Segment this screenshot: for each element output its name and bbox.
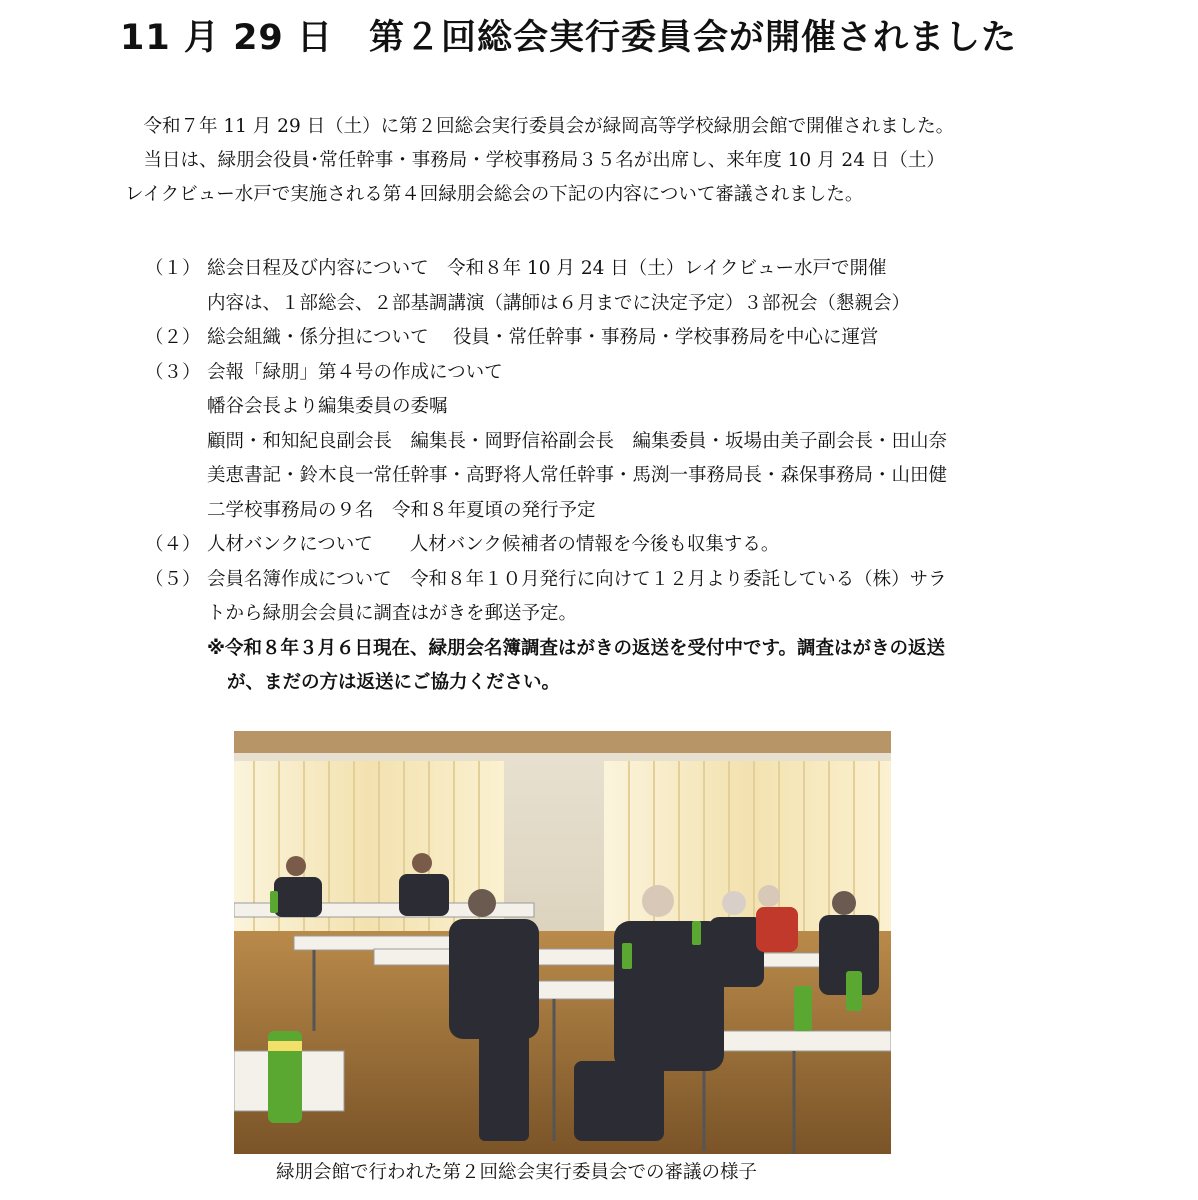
notice-text: が、まだの方は返送にご協力ください。 [227, 672, 561, 693]
page-title: 11 月 29 日 第２回総会実行委員会が開催されました [120, 18, 1017, 58]
photo-caption: 緑朋会館で行われた第２回総会実行委員会での審議の様子 [276, 1162, 758, 1183]
agenda-item [145, 563, 1105, 701]
agenda-item-number: （３） [145, 361, 201, 383]
agenda-list [145, 252, 1105, 701]
notice-text: ※令和８年３月６日現在、緑朋会名簿調査はがきの返送を受付中です。調査はがきの返送 [207, 637, 946, 659]
intro-line: 令和７年 11 月 29 日（土）に第２回総会実行委員会が緑岡高等学校緑朋会館で開催されました。 [125, 116, 955, 137]
agenda-item-text: 人材バンクについて 人材バンク候補者の情報を今後も収集する。 [207, 534, 780, 555]
agenda-item-text: 会員名簿作成について 令和８年１０月発行に向けて１２月より委託している（株）サラ [207, 568, 947, 590]
agenda-item-number: （４） [145, 534, 201, 555]
agenda-item-text: トから緑朋会会員に調査はがきを郵送予定。 [207, 603, 578, 624]
intro-paragraph [125, 110, 1095, 212]
agenda-item-text: 顧問・和知紀良副会長 編集長・岡野信裕副会長 編集委員・坂場由美子副会長・田山奈 [207, 430, 948, 452]
agenda-item-text: 会報「緑朋」第４号の作成について [207, 361, 503, 383]
meeting-photo [234, 731, 891, 1154]
agenda-item-text: 総会組織・係分担について 役員・常任幹事・事務局・学校事務局を中心に運営 [207, 327, 879, 348]
agenda-item-text: 美恵書記・鈴木良一常任幹事・高野将人常任幹事・馬渕一事務局長・森保事務局・山田健 [207, 465, 948, 486]
agenda-item [145, 356, 1105, 529]
agenda-item-text: 総会日程及び内容について 令和８年 10 月 24 日（土）レイクビュー水戸で開催 [207, 258, 887, 279]
intro-line: 当日は、緑朋会役員･常任幹事・事務局・学校事務局３５名が出席し、来年度 10 月 24 日（土） [125, 150, 945, 171]
intro-line: レイクビュー水戸で実施される第４回緑朋会総会の下記の内容について審議されました。 [125, 184, 864, 205]
agenda-item-number: （５） [145, 568, 201, 590]
agenda-item [145, 528, 1105, 563]
agenda-item-text: 内容は、１部総会、２部基調講演（講師は６月までに決定予定）３部祝会（懇親会） [207, 292, 911, 314]
agenda-item-number: （１） [145, 258, 201, 279]
agenda-item [145, 252, 1105, 321]
agenda-item-number: （２） [145, 327, 201, 348]
agenda-item [145, 321, 1105, 356]
agenda-item-text: 幡谷会長より編集委員の委嘱 [207, 396, 448, 417]
agenda-item-text: 二学校事務局の９名 令和８年夏頃の発行予定 [207, 499, 596, 521]
